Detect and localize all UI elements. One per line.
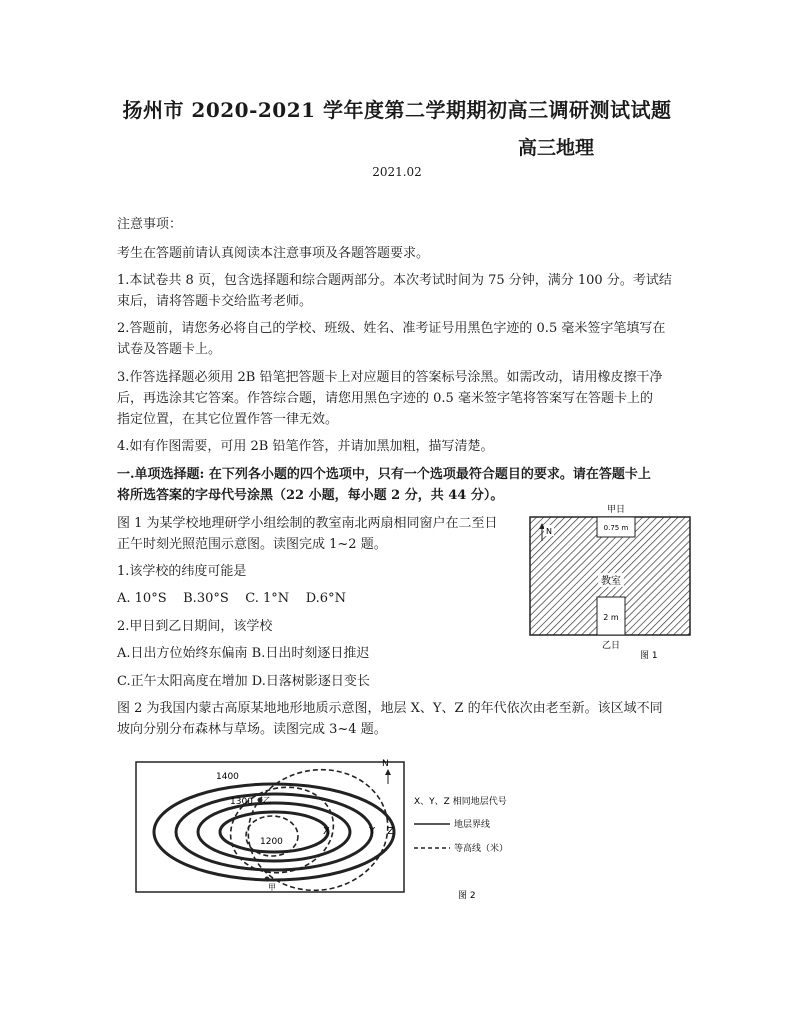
notice-item-3-line-2: 后，再选涂其它答案。作答综合题，请您用黑色字迹的 0.5 毫米签字笔将答案写在答题卡上的	[117, 391, 653, 406]
notice-heading: 注意事项：	[117, 217, 183, 232]
contour-1400-label: 1400	[216, 772, 239, 782]
north-label: N	[382, 759, 389, 769]
question-1: 1.该学校的纬度可能是	[117, 564, 247, 579]
notice-intro: 考生在答题前请认真阅读本注意事项及各题答题要求。	[117, 246, 430, 261]
exam-title: 扬州市 2020-2021 学年度第二学期期初高三调研测试试题	[122, 98, 672, 122]
legend-boundary-label: 地层界线	[454, 820, 491, 830]
south-window-measure: 2 m	[603, 613, 619, 622]
layer-z-label: Z	[387, 826, 394, 837]
question-1-options: A. 10°S B.30°S C. 1°N D.6°N	[117, 591, 346, 606]
section-heading-line-2: 将所选答案的字母代号涂黑（22 小题，每小题 2 分，共 44 分）。	[117, 488, 504, 503]
group1-stem-line-1: 图 1 为某学校地理研学小组绘制的教室南北两扇相同窗户在二至日	[117, 516, 498, 531]
figure-1-classroom-diagram	[522, 503, 702, 663]
contour-1300-label: 1300	[230, 797, 253, 807]
legend-contour-label: 等高线（米）	[454, 844, 509, 854]
layer-x-label: X	[323, 826, 330, 837]
notice-item-3-line-3: 指定位置，在其它位置作答一律无效。	[117, 412, 339, 427]
section-heading-line-1: 一.单项选择题: 在下列各小题的四个选项中，只有一个选项最符合题目的要求。请在答题卡上	[117, 467, 651, 482]
exam-date: 2021.02	[372, 165, 422, 179]
notice-item-1-line-1: 1.本试卷共 8 页，包含选择题和综合题两部分。本次考试时间为 75 分钟，满分 100 分。考试结	[117, 273, 672, 288]
question-2-options-cd: C.正午太阳高度在增加 D.日落树影逐日变长	[117, 674, 370, 689]
notice-item-2-line-1: 2.答题前，请您务必将自己的学校、班级、姓名、准考证号用黑色字迹的 0.5 毫米签字笔填写在	[117, 321, 666, 336]
question-2-options-ab: A.日出方位始终东偏南 B.日出时刻逐日推迟	[117, 646, 370, 661]
group2-stem-line-1: 图 2 为我国内蒙古高原某地地形地质示意图，地层 X、Y、Z 的年代依次由老至新。该区域不同	[117, 701, 663, 716]
yi-day-label: 乙日	[601, 641, 621, 651]
group2-stem-line-2: 坡向分别分布森林与草场。读图完成 3~4 题。	[117, 722, 387, 737]
exam-subtitle: 高三地理	[518, 137, 595, 159]
point-yi-label: 乙	[263, 796, 271, 805]
notice-item-2-line-2: 试卷及答题卡上。	[117, 342, 222, 357]
point-jia-label: 甲	[268, 883, 276, 892]
question-2: 2.甲日到乙日期间，该学校	[117, 619, 273, 634]
jia-day-label: 甲日	[606, 505, 626, 515]
group1-stem-line-2: 正午时刻光照范围示意图。读图完成 1~2 题。	[117, 537, 387, 552]
notice-item-1-line-2: 束后，请将答题卡交给监考老师。	[117, 294, 313, 309]
contour-1200-label: 1200	[260, 837, 283, 847]
figure-2-caption: 图 2	[458, 891, 476, 901]
notice-item-3-line-1: 3.作答选择题必须用 2B 铅笔把答题卡上对应题目的答案标号涂黑。如需改动，请用橡皮擦干净	[117, 370, 663, 385]
legend-strata-code: X、Y、Z 相同地层代号	[414, 797, 507, 807]
figure-1-caption: 图 1	[640, 651, 658, 661]
point-yi-marker	[258, 798, 263, 803]
figure-2-terrain-geology-map	[132, 748, 552, 910]
notice-item-4: 4.如有作图需要，可用 2B 铅笔作答，并请加黑加粗，描写清楚。	[117, 439, 494, 454]
classroom-label: 教室	[601, 576, 621, 587]
north-window-measure: 0.75 m	[603, 524, 629, 532]
layer-y-label: Y	[369, 826, 376, 837]
north-label: N	[546, 527, 552, 536]
point-jia-marker	[265, 877, 270, 882]
